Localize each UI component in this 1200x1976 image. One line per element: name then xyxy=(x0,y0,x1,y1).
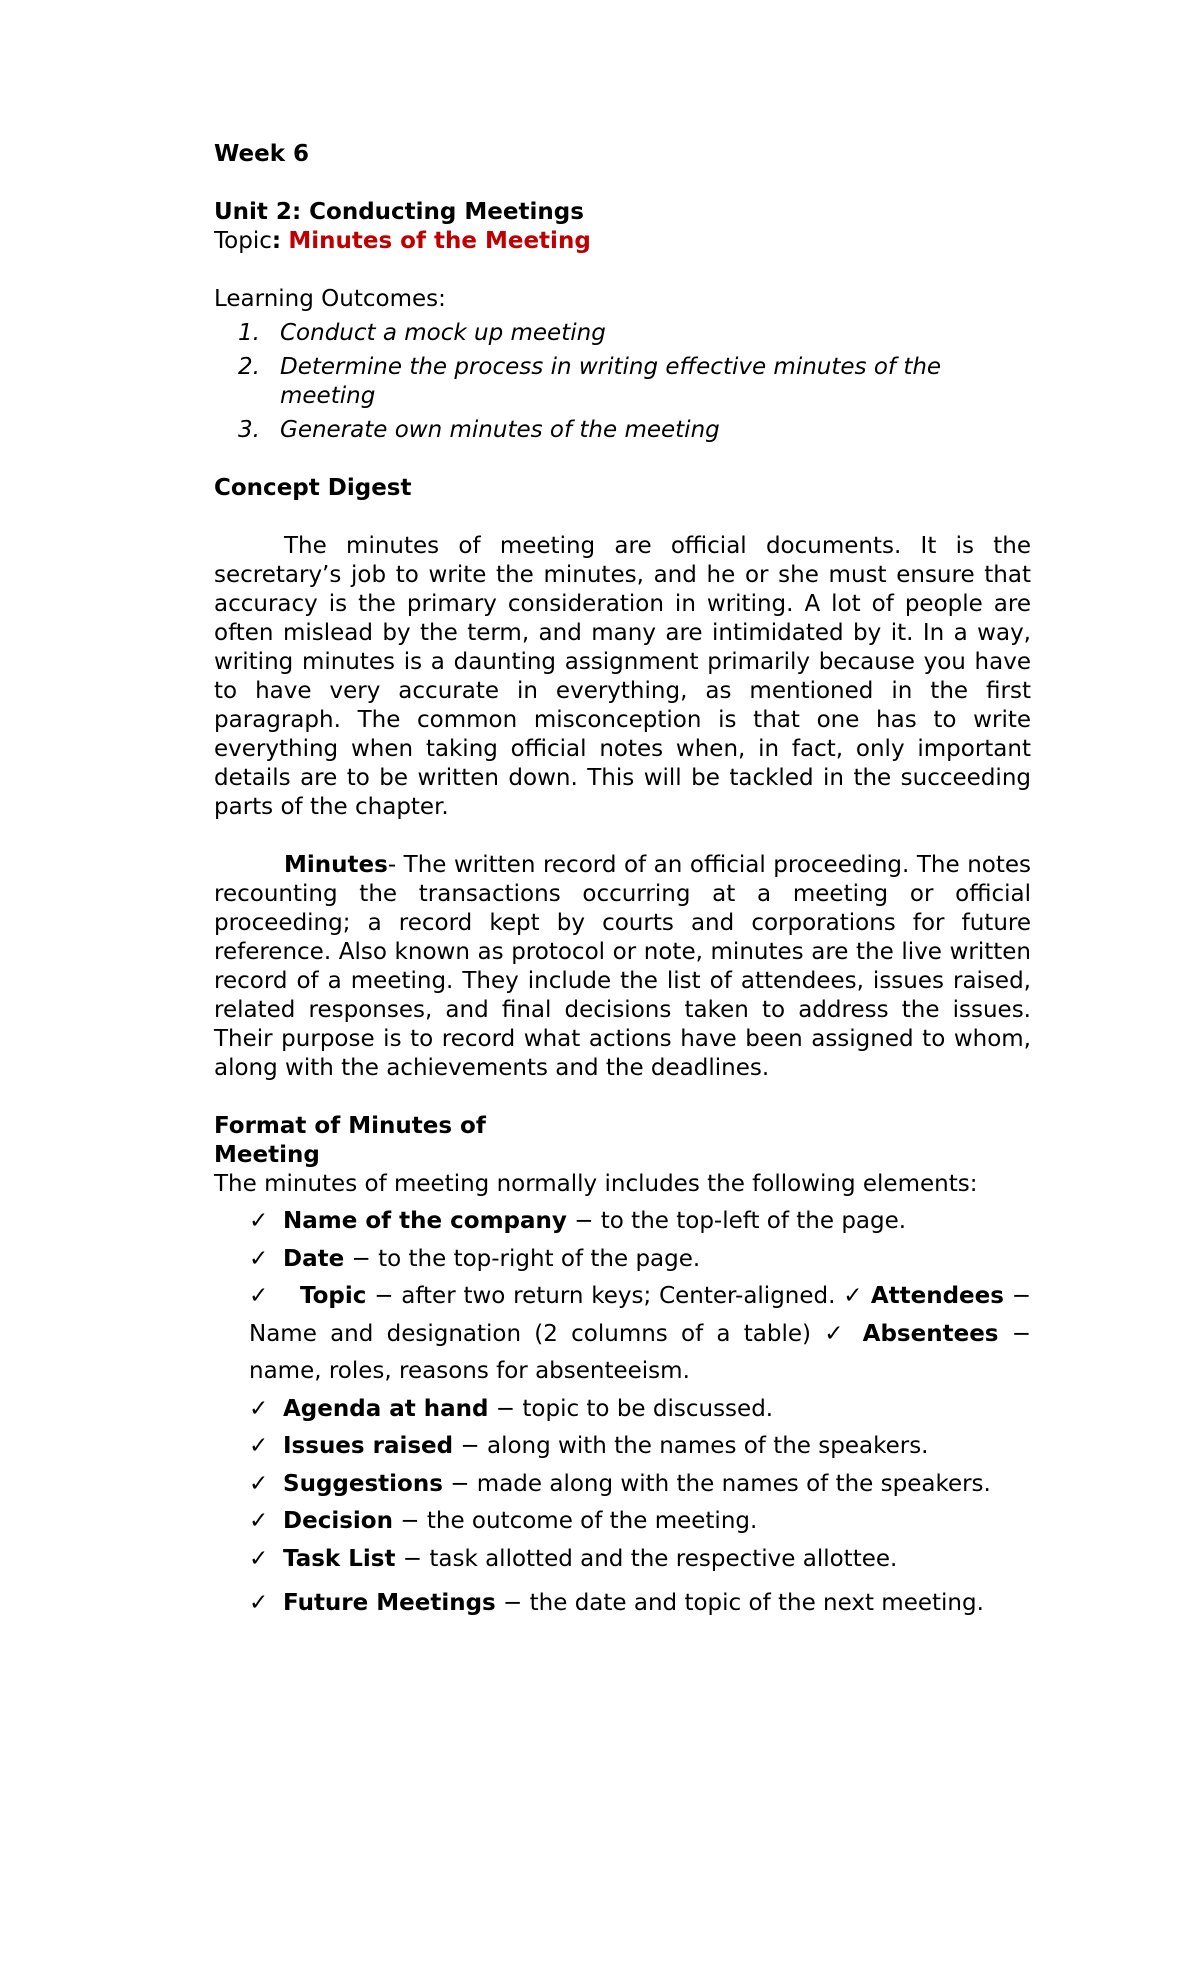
check-icon: ✓ xyxy=(249,1470,269,1497)
document-page xyxy=(214,140,1031,1623)
element-term: Topic xyxy=(299,1283,367,1309)
element-desc: − the date and topic of the next meeting. xyxy=(495,1590,984,1616)
list-item xyxy=(214,319,1031,348)
topic-title: Minutes of the Meeting xyxy=(288,228,591,254)
list-item xyxy=(214,416,1031,445)
element-term: Agenda at hand xyxy=(283,1395,489,1422)
list-text: Determine the process in writing effective minutes of the meeting xyxy=(280,354,942,409)
list-item xyxy=(214,353,1031,411)
format-elements-list xyxy=(214,1203,1031,1278)
element-term: Attendees xyxy=(870,1283,1004,1309)
topic-colon: : xyxy=(271,228,282,254)
list-number: 1. xyxy=(238,320,260,346)
minutes-definition xyxy=(214,851,1031,1083)
check-icon: ✓ xyxy=(249,1208,269,1234)
concept-paragraph: The minutes of meeting are official documents. It is the secretary’s job to write the minutes, and he or she must ensure that accuracy is the primary consideration in writing. A lot of people are often mislead by the term, and many are intimidated by it. In a way, writing minutes is a daunting assignment primarily because you have to have very accurate in everything, as mentioned in the first paragraph. The common misconception is that one has to write everything when taking official notes when, in fact, only important details are to be written down. This will be tackled in the succeeding parts of the chapter. xyxy=(214,533,1031,820)
definition-term: Minutes xyxy=(284,852,388,878)
element-desc: − Name and designation (2 columns of a table) xyxy=(249,1283,1032,1347)
list-item xyxy=(214,1391,1031,1429)
combined-elements-paragraph xyxy=(214,1278,1031,1391)
element-desc: − name, roles, reasons for absenteeism. xyxy=(249,1320,1031,1384)
list-item xyxy=(214,1241,1031,1279)
check-icon: ✓ xyxy=(249,1283,269,1309)
check-icon: ✓ xyxy=(824,1320,850,1347)
format-elements-list-continued xyxy=(214,1391,1031,1623)
list-item xyxy=(214,1585,1031,1623)
element-term: Date xyxy=(283,1245,345,1272)
element-desc: − to the top-right of the page. xyxy=(344,1245,701,1272)
element-desc: − task allotted and the respective allottee. xyxy=(395,1545,898,1572)
topic-line xyxy=(214,227,1031,256)
format-intro: The minutes of meeting normally includes the following elements: xyxy=(214,1171,978,1197)
check-icon: ✓ xyxy=(249,1545,269,1572)
list-text: Conduct a mock up meeting xyxy=(280,320,606,346)
unit-title: Unit 2: Conducting Meetings xyxy=(214,199,584,225)
element-term: Name of the company xyxy=(283,1208,567,1234)
element-desc: − the outcome of the meeting. xyxy=(392,1508,758,1534)
element-term: Decision xyxy=(283,1508,393,1534)
definition-text: - The written record of an official proceeding. The notes recounting the transactions occurring at a meeting or official proceeding; a record kept by courts and corporations for future reference. Also known as protocol or note, minutes are the live written record of a meeting. They include the list of attendees, issues raised, related responses, and final decisions taken to address the issues. Their purpose is to record what actions have been assigned to whom, along with the achievements and the deadlines. xyxy=(214,852,1031,1081)
check-icon: ✓ xyxy=(249,1245,269,1272)
list-item xyxy=(214,1541,1031,1579)
list-item xyxy=(214,1503,1031,1541)
check-icon: ✓ xyxy=(249,1433,269,1459)
week-label: Week 6 xyxy=(214,141,310,167)
check-icon: ✓ xyxy=(249,1395,269,1422)
check-icon: ✓ xyxy=(843,1283,863,1309)
element-term: Future Meetings xyxy=(283,1590,496,1616)
list-number: 2. xyxy=(238,354,260,380)
topic-label: Topic xyxy=(214,228,272,254)
element-term: Task List xyxy=(283,1545,396,1572)
learning-outcomes-list xyxy=(214,319,1031,445)
element-term: Issues raised xyxy=(283,1433,454,1459)
concept-digest-heading: Concept Digest xyxy=(214,475,412,501)
element-term: Absentees xyxy=(862,1320,999,1347)
element-desc: − after two return keys; Center-aligned. xyxy=(366,1283,844,1309)
format-heading: Format of Minutes of Meeting xyxy=(214,1113,486,1168)
check-icon: ✓ xyxy=(249,1590,269,1616)
list-number: 3. xyxy=(238,417,260,443)
check-icon: ✓ xyxy=(249,1508,269,1534)
learning-outcomes-label: Learning Outcomes: xyxy=(214,286,446,312)
element-desc: − made along with the names of the speakers. xyxy=(442,1470,991,1497)
element-desc: − topic to be discussed. xyxy=(488,1395,774,1422)
list-text: Generate own minutes of the meeting xyxy=(280,417,720,443)
list-item xyxy=(214,1466,1031,1504)
list-item xyxy=(214,1203,1031,1241)
element-desc: − to the top-left of the page. xyxy=(566,1208,907,1234)
element-desc: − along with the names of the speakers. xyxy=(453,1433,929,1459)
element-term: Suggestions xyxy=(283,1470,443,1497)
list-item xyxy=(214,1428,1031,1466)
